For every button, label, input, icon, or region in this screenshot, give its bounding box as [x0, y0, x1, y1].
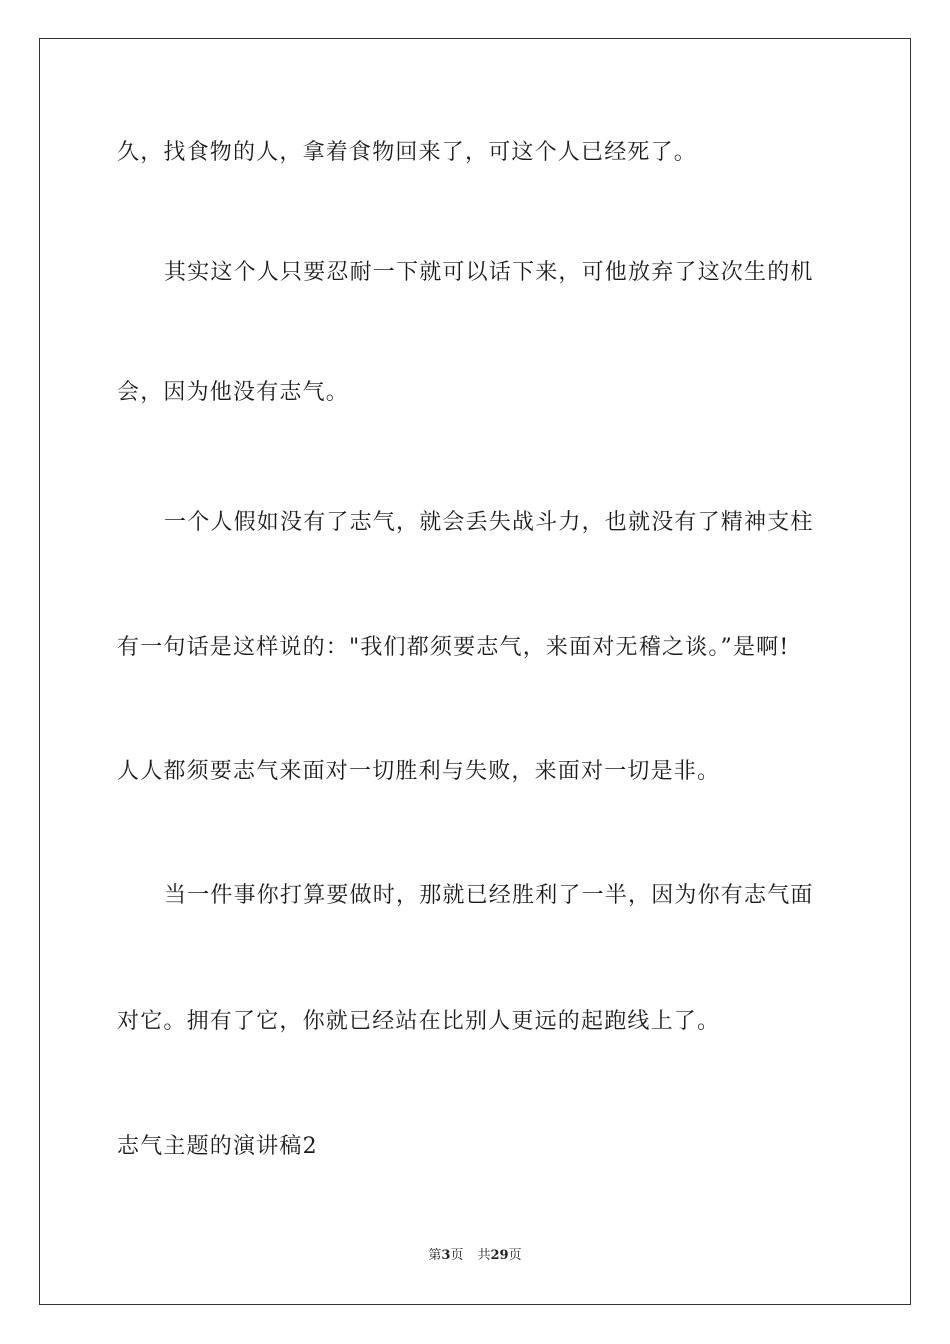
- section-heading: 志气主题的演讲稿2: [117, 1134, 318, 1159]
- total-pages: 29: [490, 1248, 509, 1263]
- paragraph-line: 对它。拥有了它，你就已经站在比别人更远的起跑线上了。: [117, 1009, 721, 1034]
- total-prefix: 共: [477, 1248, 491, 1263]
- paragraph-line: 会，因为他没有志气。: [117, 380, 350, 405]
- paragraph-line: 当一件事你打算要做时，那就已经胜利了一半，因为你有志气面: [164, 883, 814, 908]
- paragraph-line: 一个人假如没有了志气，就会丢失战斗力，也就没有了精神支柱: [164, 510, 814, 535]
- page-suffix: 页: [450, 1248, 464, 1263]
- total-suffix: 页: [508, 1248, 522, 1263]
- paragraph-line: 其实这个人只要忍耐一下就可以话下来，可他放弃了这次生的机: [164, 260, 814, 285]
- paragraph-line: 人人都须要志气来面对一切胜利与失败，来面对一切是非。: [117, 759, 721, 784]
- page-number: 3: [441, 1248, 451, 1263]
- page-border: [39, 38, 911, 1305]
- page-footer: [0, 1247, 950, 1265]
- page-prefix: 第: [428, 1248, 442, 1263]
- paragraph-line: 有一句话是这样说的："我们都须要志气，来面对无稽之谈。”是啊!: [117, 635, 790, 660]
- paragraph-line: 久，找食物的人，拿着食物回来了，可这个人已经死了。: [117, 140, 698, 165]
